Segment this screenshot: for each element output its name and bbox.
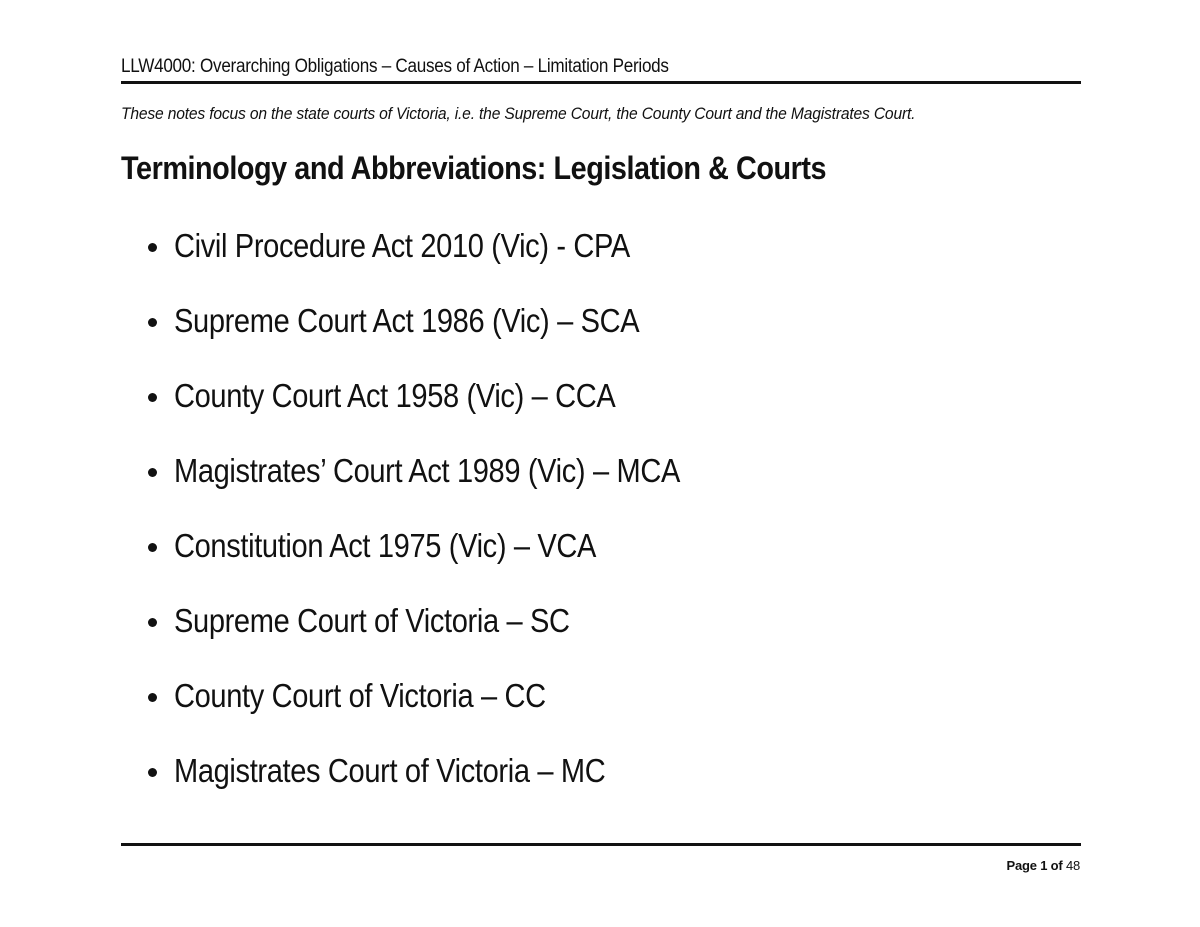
list-item-text: Constitution Act 1975 (Vic) – VCA xyxy=(174,527,597,564)
list-item xyxy=(148,675,749,750)
bullet-icon xyxy=(148,468,157,477)
list-item xyxy=(148,300,749,375)
list-item-text: Magistrates Court of Victoria – MC xyxy=(174,752,606,789)
list-item xyxy=(148,450,749,525)
bullet-icon xyxy=(148,543,157,552)
bullet-icon xyxy=(148,768,157,777)
list-item-text: Supreme Court Act 1986 (Vic) – SCA xyxy=(174,302,640,339)
page-label: Page xyxy=(1006,858,1037,873)
list-item-text: County Court Act 1958 (Vic) – CCA xyxy=(174,377,616,414)
section-heading: Terminology and Abbreviations: Legislation & Courts xyxy=(121,150,827,186)
bullet-icon xyxy=(148,243,157,252)
page-total: 48 xyxy=(1065,858,1080,873)
header-title: LLW4000: Overarching Obligations – Causes of Action – Limitation Periods xyxy=(121,56,669,77)
page-of: of xyxy=(1050,858,1063,873)
bullet-icon xyxy=(148,693,157,702)
list-item xyxy=(148,600,749,675)
page-current: 1 xyxy=(1040,858,1048,873)
page-number xyxy=(1006,858,1080,873)
bullet-icon xyxy=(148,618,157,627)
abbreviation-list xyxy=(148,225,749,825)
list-item-text: County Court of Victoria – CC xyxy=(174,677,546,714)
intro-note: These notes focus on the state courts of Victoria, i.e. the Supreme Court, the County Court and the Magistrates Court. xyxy=(121,104,916,123)
list-item xyxy=(148,750,749,825)
bullet-icon xyxy=(148,393,157,402)
list-item xyxy=(148,225,749,300)
bullet-icon xyxy=(148,318,157,327)
footer-rule xyxy=(121,843,1081,846)
list-item-text: Magistrates’ Court Act 1989 (Vic) – MCA xyxy=(174,452,680,489)
list-item xyxy=(148,525,749,600)
header-rule xyxy=(121,81,1081,84)
list-item-text: Civil Procedure Act 2010 (Vic) - CPA xyxy=(174,227,630,264)
list-item xyxy=(148,375,749,450)
list-item-text: Supreme Court of Victoria – SC xyxy=(174,602,570,639)
